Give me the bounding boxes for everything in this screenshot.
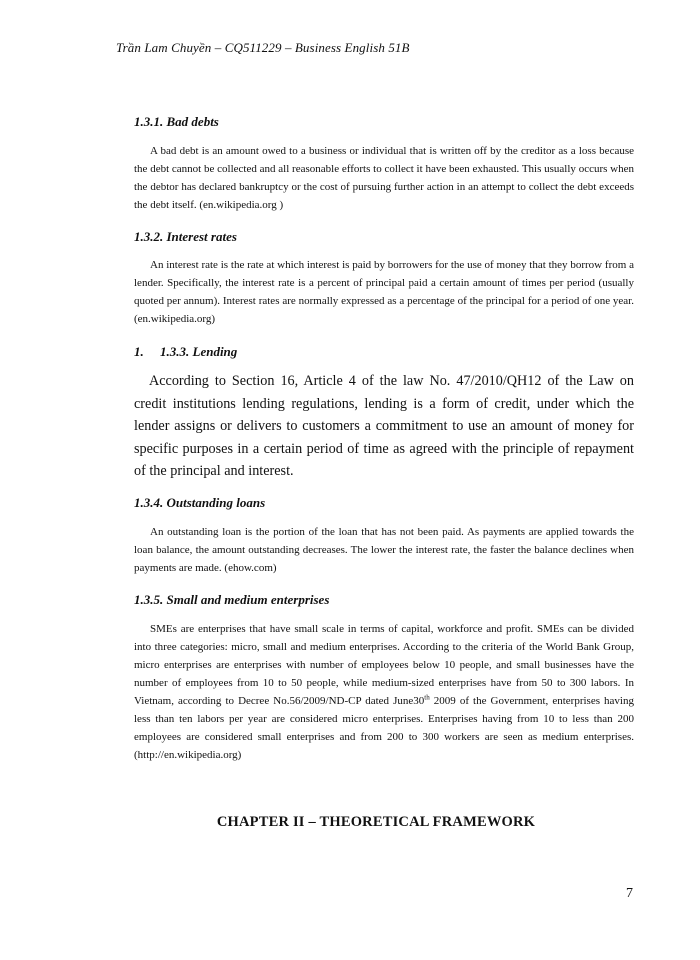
ordinal-superscript: th <box>424 693 430 702</box>
chapter-title: CHAPTER II – THEORETICAL FRAMEWORK <box>216 814 536 830</box>
section-heading-interest-rates: 1.3.2. Interest rates <box>134 229 237 244</box>
page-number: 7 <box>626 886 633 901</box>
running-header: Trần Lam Chuyền – CQ511229 – Business English 51B <box>116 40 410 55</box>
section-heading-smes: 1.3.5. Small and medium enterprises <box>134 592 330 607</box>
paragraph-lending: According to Section 16, Article 4 of the law No. 47/2010/QH12 of the Law on credit institutions lending regulations, lending is a form of credit, under which the lender assigns or delivers to customers a commitment to use an amount of money for specific purposes in a certain period of time as agreed with the principle of repayment of the principal and interest. <box>134 373 634 479</box>
paragraph-outstanding-loans: An outstanding loan is the portion of the loan that has not been paid. As payments are applied towards the loan balance, the amount outstanding decreases. The lower the interest rate, the faster the balance declines when payments are made. (ehow.com) <box>134 526 634 574</box>
paragraph-bad-debts: A bad debt is an amount owed to a business or individual that is written off by the creditor as a loss because the debt cannot be collected and all reasonable efforts to collect it have been exhausted. This usually occurs when the debtor has declared bankruptcy or the cost of pursuing further action in an attempt to collect the debt exceeds the debt itself. (en.wikipedia.org ) <box>134 145 634 211</box>
section-heading-outstanding-loans: 1.3.4. Outstanding loans <box>134 495 266 510</box>
section-heading-lending-title: 1.3.3. Lending <box>160 344 238 359</box>
paragraph-smes-part-2: 2009 of the Government, enterprises having less than ten labors per year are considered micro enterprises. Enterprises having from 10 to less than 200 employees are considered small enterprises and from 200 to 300 workers are seen as medium enterprises. (http://en.wikipedia.org) <box>134 695 634 761</box>
section-heading-bad-debts: 1.3.1. Bad debts <box>134 114 219 129</box>
paragraph-smes-part-1: SMEs are enterprises that have small scale in terms of capital, workforce and profit. SMEs can be divided into three categories: micro, small and medium enterprises. According to the criteria of the World Bank Group, micro enterprises are enterprises with number of employees below 10 people, and small businesses have the number of employees from 10 to 50 people, while medium-sized enterprises have from 50 to 300 labors. In Vietnam, according to Decree No.56/2009/ND-CP dated June30 <box>134 623 634 707</box>
paragraph-interest-rates: An interest rate is the rate at which interest is paid by borrowers for the use of money that they borrow from a lender. Specifically, the interest rate is a percent of principal paid a certain amount of times per period (usually quoted per annum). Interest rates are normally expressed as a percentage of the principal for a period of one year. (en.wikipedia.org) <box>134 259 634 325</box>
list-marker: 1. <box>134 344 144 359</box>
section-heading-lending <box>134 344 237 360</box>
paragraph-smes <box>134 620 634 764</box>
